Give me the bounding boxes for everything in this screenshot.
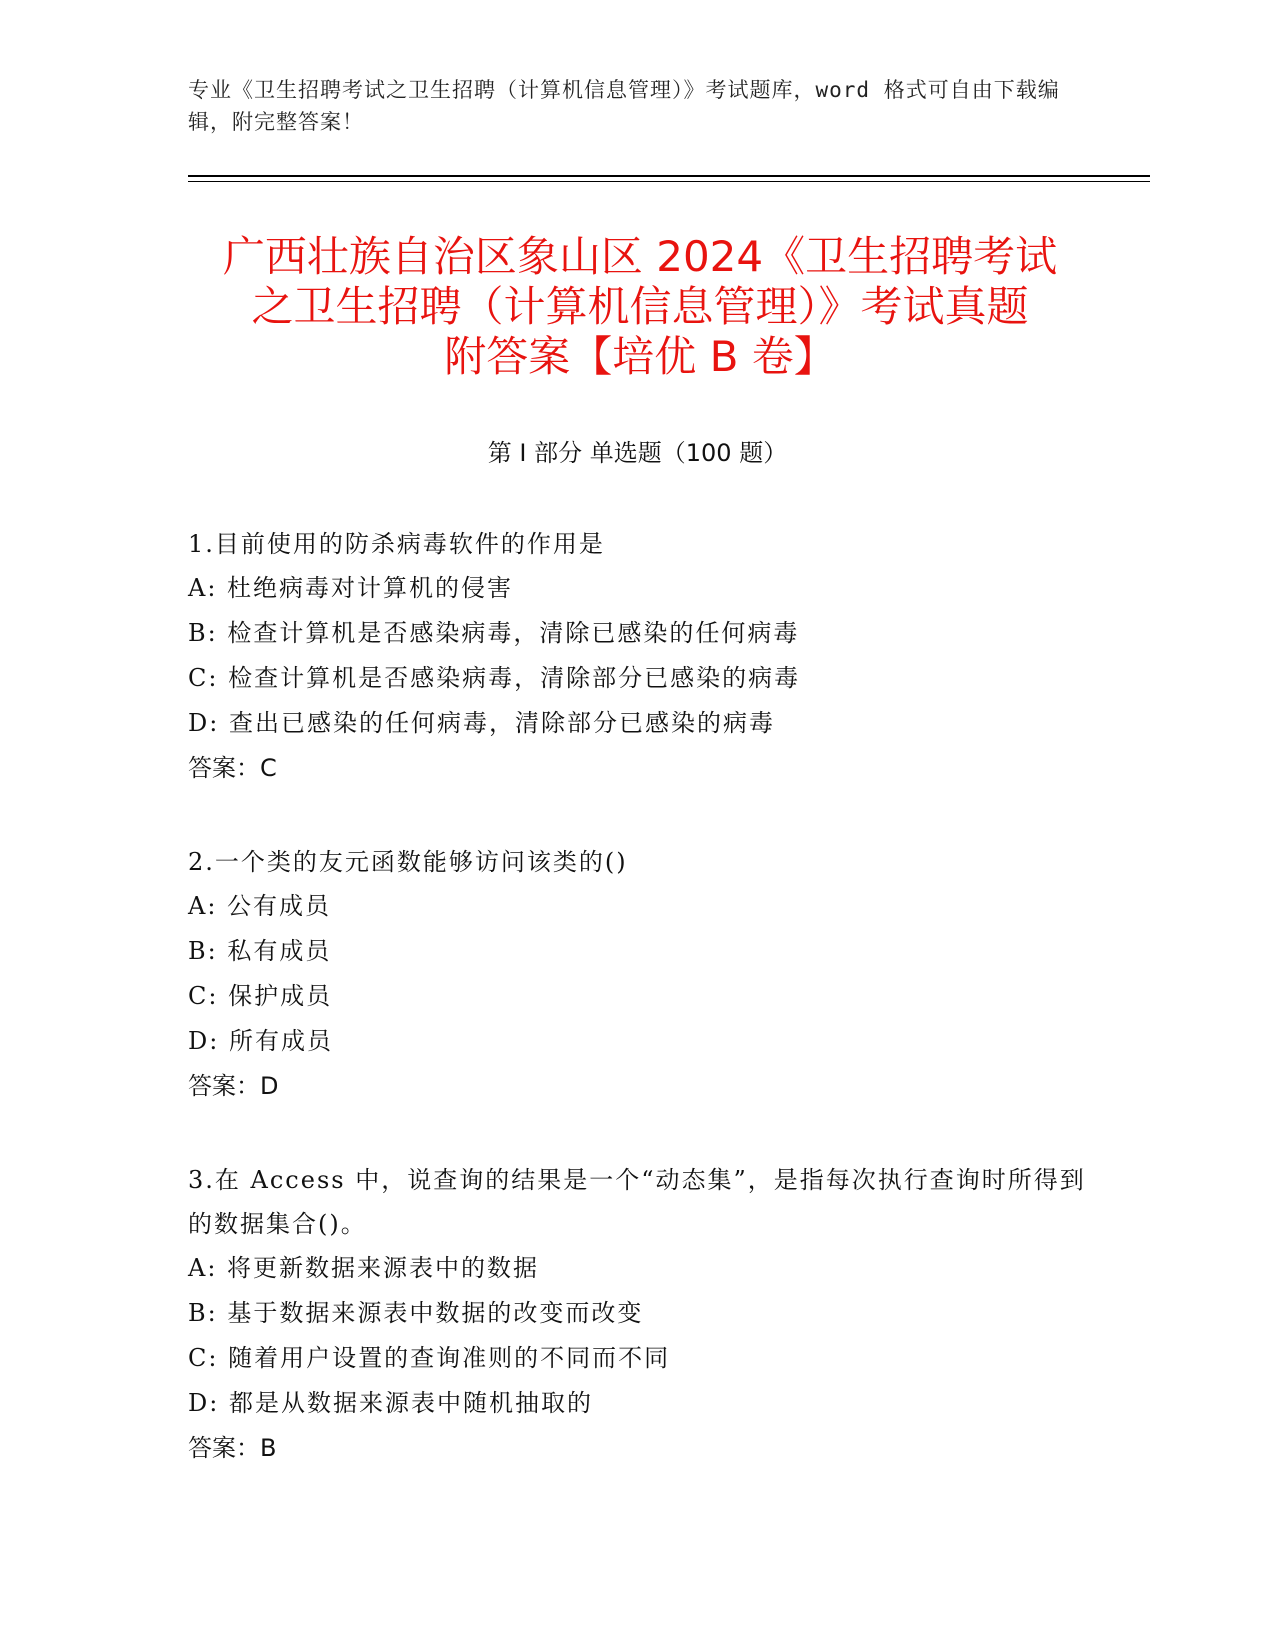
header-note: 专业《卫生招聘考试之卫生招聘（计算机信息管理）》考试题库，word 格式可自由下载编辑，附完整答案！	[188, 78, 1060, 134]
question-stem: 3.在 Access 中，说查询的结果是一个“动态集”，是指每次执行查询时所得到的数据集合()。	[188, 1166, 1086, 1238]
title-line-3: 附答案【培优 B 卷】	[444, 332, 836, 381]
option-c: C: 保护成员	[188, 982, 333, 1010]
answer: 答案：B	[188, 1434, 277, 1462]
option-d: D: 查出已感染的任何病毒，清除部分已感染的病毒	[188, 709, 775, 737]
option-d: D: 所有成员	[188, 1027, 333, 1055]
option-b: B: 私有成员	[188, 937, 332, 965]
option-b: B: 检查计算机是否感染病毒，清除已感染的任何病毒	[188, 619, 800, 647]
question-1	[188, 522, 1088, 791]
option-d: D: 都是从数据来源表中随机抽取的	[188, 1389, 593, 1417]
question-3	[188, 1158, 1088, 1471]
question-stem: 2.一个类的友元函数能够访问该类的()	[188, 848, 628, 876]
option-c: C: 检查计算机是否感染病毒，清除部分已感染的病毒	[188, 664, 801, 692]
option-a: A: 杜绝病毒对计算机的侵害	[188, 574, 514, 602]
question-stem: 1.目前使用的防杀病毒软件的作用是	[188, 530, 605, 558]
title-line-2: 之卫生招聘（计算机信息管理）》考试真题	[251, 282, 1029, 331]
option-c: C: 随着用户设置的查询准则的不同而不同	[188, 1344, 671, 1372]
option-a: A: 公有成员	[188, 892, 332, 920]
question-2	[188, 840, 1088, 1109]
answer: 答案：C	[188, 754, 277, 782]
option-a: A: 将更新数据来源表中的数据	[188, 1254, 540, 1282]
title-line-1: 广西壮族自治区象山区 2024《卫生招聘考试	[222, 232, 1058, 281]
document-title	[180, 232, 1100, 382]
option-b: B: 基于数据来源表中数据的改变而改变	[188, 1299, 644, 1327]
header-divider-top	[188, 175, 1150, 177]
header-divider-bottom	[188, 181, 1150, 182]
answer: 答案：D	[188, 1072, 279, 1100]
section-heading: 第 I 部分 单选题（100 题）	[487, 439, 788, 467]
